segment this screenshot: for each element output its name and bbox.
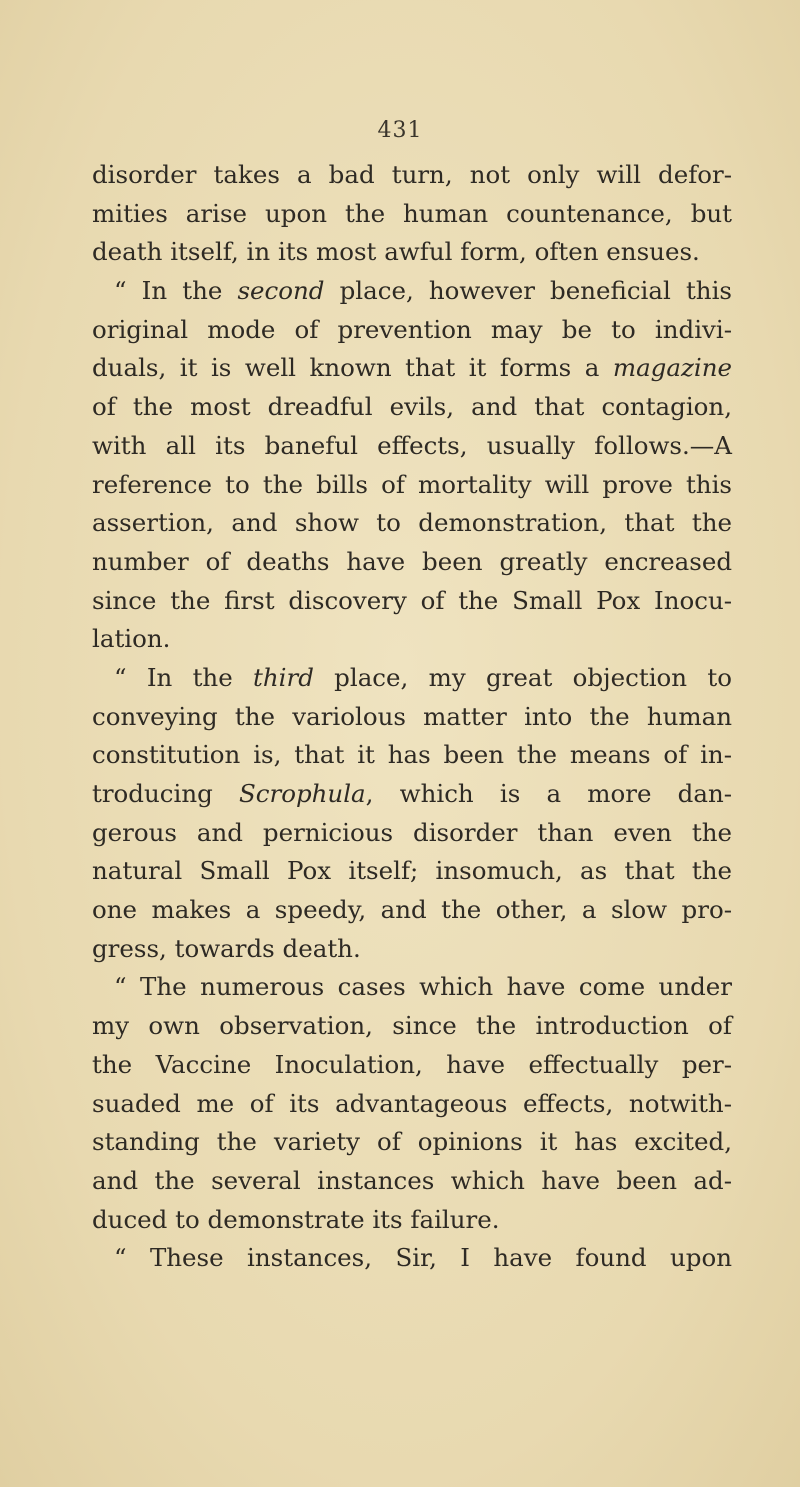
text-line: with all its baneful effects, usually follows.—A xyxy=(92,430,732,460)
text-line: gerous and pernicious disorder than even the xyxy=(92,817,732,847)
text-run: duals, it is well known that it forms a xyxy=(92,353,613,383)
text-line: since the first discovery of the Small Pox Inocu- xyxy=(92,585,732,615)
emphasis-text: magazine xyxy=(612,353,732,383)
text-line xyxy=(92,659,732,698)
text-line: natural Small Pox itself; insomuch, as that the xyxy=(92,856,732,886)
text-line xyxy=(92,775,732,814)
text-line: original mode of prevention may be to indivi- xyxy=(92,314,732,344)
body-text xyxy=(92,156,732,1278)
emphasis-text: second xyxy=(237,276,325,306)
text-line: assertion, and show to demonstration, that the xyxy=(92,508,732,538)
text-line: constitution is, that it has been the means of in- xyxy=(92,740,732,770)
text-line: gress, towards death. xyxy=(92,933,361,963)
text-line: one makes a speedy, and the other, a slow pro- xyxy=(92,895,732,925)
text-line: of the most dreadful evils, and that contagion, xyxy=(92,392,732,422)
text-line: the Vaccine Inoculation, have effectually per- xyxy=(92,1049,732,1079)
text-run: , which is a more dan- xyxy=(365,779,733,808)
text-run: place, my great objection to xyxy=(313,662,732,692)
text-line xyxy=(92,349,732,388)
text-line: and the several instances which have been ad- xyxy=(92,1165,732,1195)
text-line: reference to the bills of mortality will prove this xyxy=(92,469,732,499)
text-line: death itself, in its most awful form, often ensues. xyxy=(92,237,700,267)
text-line: “ The numerous cases which have come under xyxy=(114,972,732,1002)
text-line: duced to demonstrate its failure. xyxy=(92,1204,500,1234)
text-line: suaded me of its advantageous effects, notwith- xyxy=(92,1088,732,1118)
text-run: “ In the xyxy=(114,662,254,692)
text-line: standing the variety of opinions it has excited, xyxy=(92,1127,732,1157)
text-run: troducing xyxy=(92,779,239,808)
text-line: number of deaths have been greatly encreased xyxy=(92,546,732,576)
text-line: my own observation, since the introduction of xyxy=(92,1011,732,1041)
text-line: lation. xyxy=(92,624,171,654)
text-run: “ In the xyxy=(114,276,238,306)
text-line: disorder takes a bad turn, not only will defor- xyxy=(92,160,732,189)
text-line: mities arise upon the human countenance, but xyxy=(92,198,732,228)
emphasis-text: third xyxy=(253,662,314,692)
text-line: “ These instances, Sir, I have found upon xyxy=(114,1243,732,1273)
emphasis-text: Scrophula xyxy=(238,779,366,808)
text-run: place, however beneficial this xyxy=(324,276,732,306)
text-line xyxy=(92,272,732,311)
text-line: conveying the variolous matter into the human xyxy=(92,701,732,731)
page-number: 431 xyxy=(377,118,423,143)
